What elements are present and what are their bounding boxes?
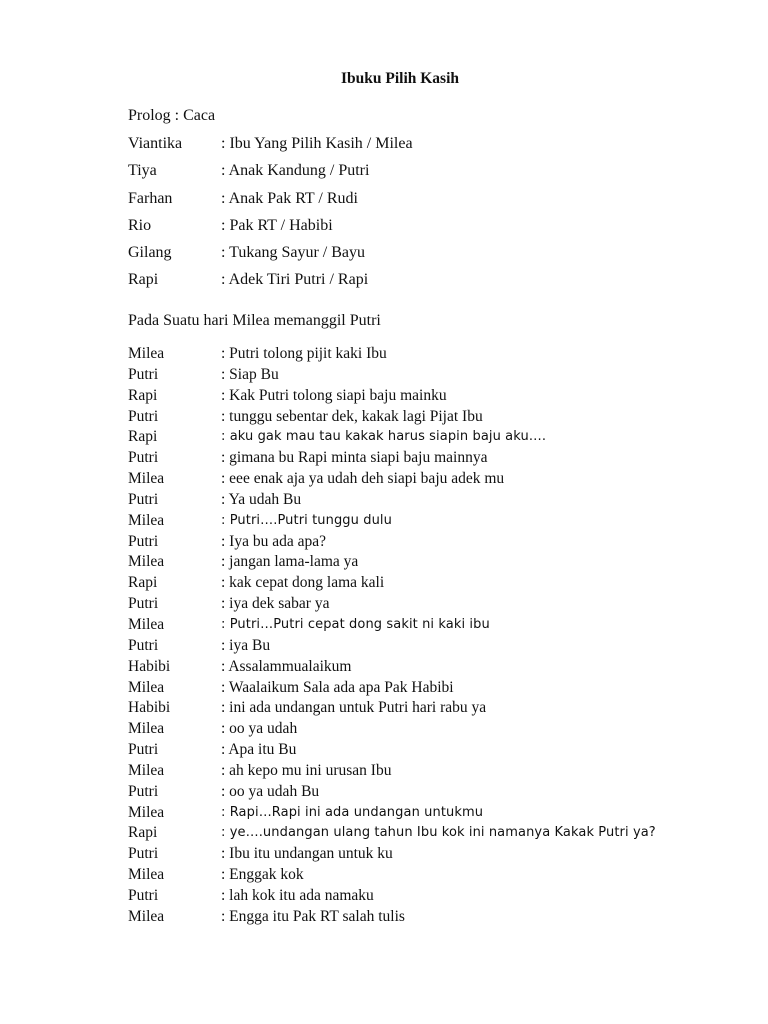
dialogue-row [128, 804, 656, 825]
dialogue-row [128, 908, 656, 929]
dialogue-speaker: Milea [128, 511, 165, 529]
dialogue-speaker: Milea [128, 553, 165, 571]
dialogue-speaker: Rapi [128, 824, 158, 842]
dialogue-row [128, 470, 656, 491]
dialogue-line: : Assalammualaikum [221, 657, 352, 675]
dialogue-row [128, 658, 656, 679]
dialogue-speaker: Rapi [128, 386, 158, 404]
dialogue-row [128, 741, 656, 762]
dialogue-speaker: Putri [128, 741, 159, 759]
dialogue-speaker: Putri [128, 490, 159, 508]
dialogue-row [128, 845, 656, 866]
dialogue-speaker: Habibi [128, 657, 171, 675]
dialogue-row [128, 428, 656, 449]
dialogue-row [128, 720, 656, 741]
dialogue-speaker: Rapi [128, 574, 158, 592]
dialogue-line: : Ibu itu undangan untuk ku [221, 845, 393, 863]
dialogue-speaker: Milea [128, 907, 165, 925]
dialogue-line: : ah kepo mu ini urusan Ibu [221, 761, 392, 779]
dialogue-row [128, 699, 656, 720]
dialogue-line: : oo ya udah Bu [221, 782, 320, 800]
dialogue-line: : iya Bu [221, 636, 271, 654]
dialogue-line: : lah kok itu ada namaku [221, 886, 374, 904]
cast-actor: Gilang [128, 244, 172, 262]
cast-role: : Tukang Sayur / Bayu [221, 244, 366, 262]
cast-row [128, 162, 413, 189]
cast-row [128, 244, 413, 271]
dialogue-speaker: Milea [128, 345, 165, 362]
dialogue-line: : Rapi…Rapi ini ada undangan untukmu [221, 804, 484, 820]
dialogue-row [128, 887, 656, 908]
dialogue-speaker: Putri [128, 407, 159, 425]
dialogue-line: : Putri…Putri cepat dong sakit ni kaki ibu [221, 616, 490, 632]
dialogue-speaker: Putri [128, 845, 159, 863]
dialogue-line: : Iya bu ada apa? [221, 532, 326, 550]
dialogue-speaker: Habibi [128, 699, 171, 717]
dialogue-speaker: Milea [128, 761, 165, 779]
dialogue-row [128, 866, 656, 887]
dialogue-row [128, 762, 656, 783]
dialogue-row [128, 679, 656, 700]
dialogue-speaker: Milea [128, 866, 165, 884]
dialogue-line: : Putri tolong pijit kaki Ibu [221, 345, 387, 362]
cast-row [128, 271, 413, 298]
dialogue-speaker: Putri [128, 449, 159, 467]
dialogue-row [128, 783, 656, 804]
document-title: Ibuku Pilih Kasih [340, 70, 460, 87]
dialogue-line: : Enggak kok [221, 866, 304, 884]
dialogue-row [128, 366, 656, 387]
dialogue-row [128, 616, 656, 637]
dialogue-speaker: Rapi [128, 428, 158, 446]
dialogue-row [128, 637, 656, 658]
dialogue-line: : eee enak aja ya udah deh siapi baju adek mu [221, 470, 505, 488]
dialogue-list [128, 345, 656, 929]
cast-actor: Rapi [128, 271, 159, 289]
dialogue-line: : ye….undangan ulang tahun Ibu kok ini namanya Kakak Putri ya? [221, 825, 656, 841]
dialogue-line: : oo ya udah [221, 720, 298, 738]
dialogue-row [128, 574, 656, 595]
dialogue-speaker: Putri [128, 365, 159, 383]
dialogue-speaker: Milea [128, 615, 165, 633]
dialogue-row [128, 345, 656, 366]
dialogue-speaker: Putri [128, 782, 159, 800]
cast-actor: Tiya [128, 162, 157, 180]
dialogue-row [128, 553, 656, 574]
dialogue-row [128, 449, 656, 470]
dialogue-speaker: Putri [128, 886, 159, 904]
dialogue-speaker: Milea [128, 470, 165, 488]
dialogue-line: : Putri….Putri tunggu dulu [221, 512, 392, 528]
cast-row [128, 217, 413, 244]
cast-role: : Pak RT / Habibi [221, 216, 333, 234]
dialogue-speaker: Milea [128, 803, 165, 821]
dialogue-row [128, 512, 656, 533]
prolog-line: Prolog : Caca [128, 107, 216, 124]
dialogue-line: : tunggu sebentar dek, kakak lagi Pijat Ibu [221, 407, 483, 425]
cast-list [128, 135, 413, 299]
dialogue-row [128, 595, 656, 616]
dialogue-line: : Engga itu Pak RT salah tulis [221, 907, 405, 925]
dialogue-line: : Ya udah Bu [221, 490, 302, 508]
dialogue-line: : ini ada undangan untuk Putri hari rabu ya [221, 699, 487, 717]
dialogue-line: : iya dek sabar ya [221, 595, 330, 613]
dialogue-line: : Kak Putri tolong siapi baju mainku [221, 386, 447, 404]
dialogue-speaker: Putri [128, 532, 159, 550]
cast-row [128, 135, 413, 162]
cast-actor: Farhan [128, 189, 173, 207]
cast-role: : Adek Tiri Putri / Rapi [221, 271, 369, 289]
dialogue-speaker: Milea [128, 720, 165, 738]
dialogue-row [128, 824, 656, 845]
cast-role: : Anak Kandung / Putri [221, 162, 370, 180]
dialogue-row [128, 408, 656, 429]
dialogue-line: : jangan lama-lama ya [221, 553, 359, 571]
dialogue-row [128, 387, 656, 408]
dialogue-row [128, 491, 656, 512]
scene-intro: Pada Suatu hari Milea memanggil Putri [128, 312, 381, 329]
cast-actor: Rio [128, 216, 152, 234]
cast-row [128, 190, 413, 217]
dialogue-line: : aku gak mau tau kakak harus siapin baju aku…. [221, 429, 547, 445]
cast-role: : Ibu Yang Pilih Kasih / Milea [221, 135, 413, 152]
dialogue-speaker: Putri [128, 595, 159, 613]
dialogue-line: : Waalaikum Sala ada apa Pak Habibi [221, 678, 454, 696]
dialogue-row [128, 533, 656, 554]
dialogue-speaker: Milea [128, 678, 165, 696]
cast-actor: Viantika [128, 135, 183, 152]
dialogue-line: : Siap Bu [221, 365, 279, 383]
dialogue-line: : gimana bu Rapi minta siapi baju mainnya [221, 449, 488, 467]
dialogue-speaker: Putri [128, 636, 159, 654]
dialogue-line: : kak cepat dong lama kali [221, 574, 385, 592]
cast-role: : Anak Pak RT / Rudi [221, 189, 358, 207]
dialogue-line: : Apa itu Bu [221, 741, 297, 759]
